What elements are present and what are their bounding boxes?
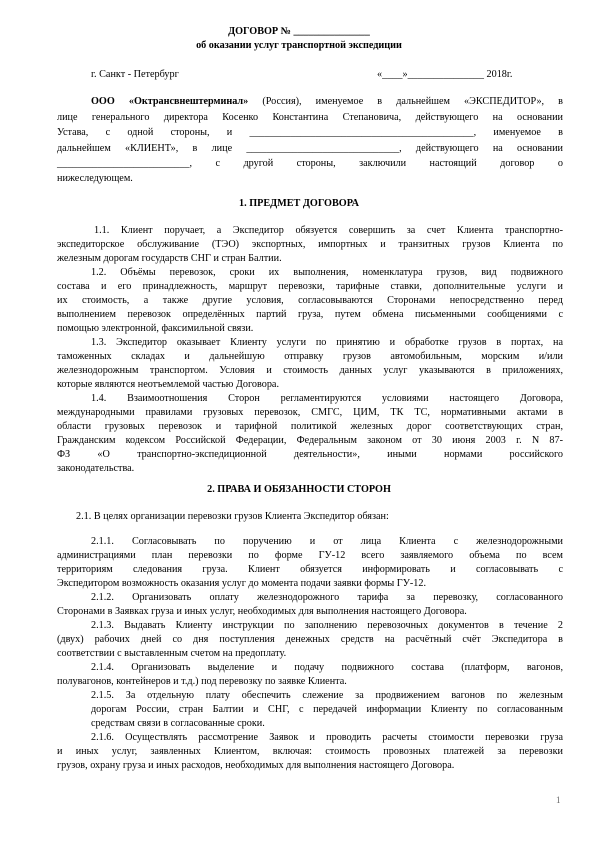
contract-subtitle: об оказании услуг транспортной экспедиции [196,40,402,51]
clause-line: администрациями план перевозки по форме ГУ-12 всего заявляемого объема по всем [57,550,563,561]
clause-line: экспедиторское обслуживание (ТЭО) экспортных, импортных и транзитных грузов Клиента по [57,239,563,250]
clause-line: 1.1. Клиент поручает, а Экспедитор обязуется совершить за счет Клиента транспортно- [94,225,563,236]
preamble-line: __________________________, с другой стороны, заключили настоящий договор о [57,158,563,169]
clause-line: и иных услуг, заявленных Клиентом, включая: стоимость провозных платежей за перевозки [57,746,563,757]
contract-city: г. Санкт - Петербург [91,69,179,80]
company-name: ООО «Октрансвнештерминал» [91,96,249,107]
section-1-heading: 1. ПРЕДМЕТ ДОГОВОРА [239,198,359,209]
clause-line: полувагонов, контейнеров и т.д.) под перевозку по заявке Клиента. [57,676,347,687]
clause-line: 2.1.6. Осуществлять рассмотрение Заявок и проводить расчеты стоимости перевозки груза [91,732,563,743]
clause-line: (двух) рабочих дней со дня поступления денежных средств на расчётный счёт Экспедитора в [57,634,563,645]
page-number: 1 [556,795,561,805]
clause-line: Экспедитором возможность оказания услуг до момента подачи заявки формы ГУ-12. [57,578,427,589]
clause-line: выполнением перевозок определённых партий груза, путем обмена письменными сообщениями с [57,309,563,320]
clause-line: их стоимость, а также другие условия, согласовываются Сторонами непосредственно перед [57,295,563,306]
section-2-heading: 2. ПРАВА И ОБЯЗАННОСТИ СТОРОН [207,484,391,495]
clause-line: железным дорогам государств СНГ и стран Балтии. [57,253,282,264]
clause-line: железнодорожным транспортом. Условия и стоимость данных услуг указываются в приложениях, [57,365,563,376]
clause-line: 1.3. Экспедитор оказывает Клиенту услуги по принятию и обработке грузов в портах, на [91,337,563,348]
clause-line: которые являются неотъемлемой частью Договора. [57,379,279,390]
preamble-line: дальнейшем «КЛИЕНТ», в лице ______________________________, действующего на основании [57,143,563,154]
preamble-line: лице генерального директора Косенко Константина Степановича, действующего на основании [57,112,563,123]
clause-line: законодательства. [57,463,135,474]
clause-line: состава и его принадлежность, маршрут перевозки, тарифные ставки, дополнительные услуги и [57,281,563,292]
clause-line: Гражданским кодексом Российской Федерации, Федеральным законом от 30 июня 2003 г. N 87- [57,435,563,446]
clause-line: 2.1.1. Согласовывать по поручению и от лица Клиента с железнодорожными [91,536,563,547]
clause-line: 2.1.4. Организовать выделение и подачу подвижного состава (платформ, вагонов, [91,662,563,673]
clause-line: помощью электронной, факсимильной связи. [57,323,254,334]
clause-line: 2.1.5. За отдельную плату обеспечить слежение за продвижением вагонов по железным [91,690,563,701]
preamble-line-rest: (Россия), именуемое в дальнейшем «ЭКСПЕДИТОР», в [248,96,563,107]
clause-line: таможенных складах и дальнейшую отправку грузов автомобильным, морским и/или [57,351,563,362]
clause-line: 1.4. Взаимоотношения Сторон регламентируются условиями настоящего Договора, [91,393,563,404]
contract-date: «____»_______________ 2018г. [377,69,513,80]
clause-line: грузов, охрану груза и иных расходов, необходимых для выполнения настоящего Договора. [57,760,455,771]
clause-line: 2.1.3. Выдавать Клиенту инструкции по заполнению перевозочных документов в течение 2 [91,620,563,631]
preamble-line: Устава, с одной стороны, и ____________________________________________, именуемое в [57,127,563,138]
clause-line: Сторонами в Заявках груза и иных услуг, необходимых для выполнения настоящего Договора. [57,606,467,617]
preamble-line: нижеследующем. [57,173,133,184]
clause-line: области грузовых перевозок и тарифной политикой железных дорог соответствующих стран, [57,421,563,432]
clause-line: 2.1.2. Организовать оплату железнодорожного тарифа за перевозку, согласованного [91,592,563,603]
clause-line: средствам связи в согласованные сроки. [91,718,265,729]
clause-2-1-intro: 2.1. В целях организации перевозки грузов Клиента Экспедитор обязан: [76,511,389,522]
preamble-line [91,95,563,108]
clause-line: ФЗ «О транспортно-экспедиционной деятельности», иными нормами российского [57,449,563,460]
clause-line: 1.2. Объёмы перевозок, сроки их выполнения, номенклатура грузов, вид подвижного [91,267,563,278]
clause-line: дорогам России, стран Балтии и СНГ, с передачей информации Клиенту по согласованным [91,704,563,715]
contract-title: ДОГОВОР № _______________ [228,26,370,37]
clause-line: международными правилами грузовых перевозок, СМГС, ЦИМ, ТК ТС, нормативными актами в [57,407,563,418]
clause-line: территориям следования груза. Клиент обязуется информировать и согласовывать с [57,564,563,575]
clause-line: соответствии с выставленным счетом на предоплату. [57,648,287,659]
